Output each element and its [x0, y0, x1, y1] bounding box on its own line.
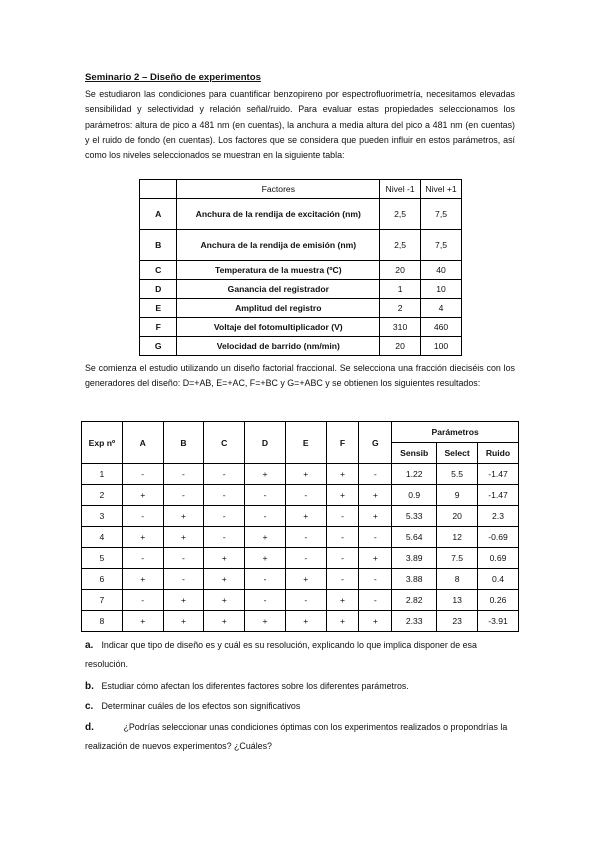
- factor-row: [140, 299, 462, 318]
- factor-sign: +: [245, 611, 286, 632]
- results-row: [82, 506, 519, 527]
- factor-sign: -: [285, 527, 326, 548]
- factor-sign: -: [326, 569, 359, 590]
- factor-sign: +: [359, 506, 392, 527]
- select-value: 9: [437, 485, 478, 506]
- sensib-value: 2.33: [392, 611, 437, 632]
- factor-sign: +: [204, 611, 245, 632]
- design-paragraph: Se comienza el estudio utilizando un diseño factorial fraccional. Se selecciona una fracción dieciséis con los generadores del diseño: D=+AB, E=+AC, F=+BC y G=+ABC y se obtienen los siguientes resultados:: [85, 363, 515, 389]
- factor-sign: +: [326, 485, 359, 506]
- question-text: Estudiar cómo afectan los diferentes factores sobre los diferentes parámetros.: [101, 681, 409, 691]
- question-letter: c.: [85, 701, 94, 712]
- factor-level-high: 460: [421, 318, 462, 337]
- results-table: [81, 421, 519, 632]
- factor-sign: +: [122, 569, 163, 590]
- factor-name: Voltaje del fotomultiplicador (V): [177, 318, 380, 337]
- factor-sign: -: [204, 464, 245, 485]
- results-row: [82, 527, 519, 548]
- factor-letter: C: [140, 261, 177, 280]
- exp-number: 7: [82, 590, 123, 611]
- level-low-header: Nivel -1: [380, 180, 421, 199]
- factor-sign: +: [163, 506, 204, 527]
- factor-header-c: C: [204, 422, 245, 464]
- factor-sign: -: [326, 527, 359, 548]
- factor-sign: -: [359, 464, 392, 485]
- ruido-value: -1.47: [478, 485, 519, 506]
- factor-sign: -: [204, 485, 245, 506]
- factor-sign: +: [326, 611, 359, 632]
- ruido-value: 0.69: [478, 548, 519, 569]
- exp-number: 8: [82, 611, 123, 632]
- factor-level-high: 100: [421, 337, 462, 356]
- factor-sign: +: [245, 548, 286, 569]
- factor-sign: -: [163, 548, 204, 569]
- level-high-header: Nivel +1: [421, 180, 462, 199]
- question-letter: a.: [85, 640, 94, 651]
- factor-sign: -: [122, 506, 163, 527]
- factor-sign: +: [326, 464, 359, 485]
- sensib-value: 5.64: [392, 527, 437, 548]
- factor-sign: +: [359, 485, 392, 506]
- factor-level-low: 20: [380, 337, 421, 356]
- results-row: [82, 611, 519, 632]
- factor-name: Velocidad de barrido (nm/min): [177, 337, 380, 356]
- factor-level-high: 7,5: [421, 199, 462, 230]
- factor-sign: +: [163, 611, 204, 632]
- factor-sign: +: [122, 485, 163, 506]
- factor-row: [140, 199, 462, 230]
- factor-sign: -: [326, 548, 359, 569]
- factor-header-g: G: [359, 422, 392, 464]
- factor-sign: +: [285, 569, 326, 590]
- document-page: [85, 72, 515, 751]
- select-value: 8: [437, 569, 478, 590]
- factors-header-blank: [140, 180, 177, 199]
- factor-sign: -: [122, 548, 163, 569]
- factor-sign: +: [359, 611, 392, 632]
- factor-sign: +: [204, 590, 245, 611]
- exp-header: Exp nº: [82, 422, 123, 464]
- factor-header-e: E: [285, 422, 326, 464]
- factor-sign: +: [245, 464, 286, 485]
- question-text: ¿Podrías seleccionar unas condiciones óptimas con los experimentos realizados o propondrías la realización de nuevos experimentos? ¿Cuáles?: [85, 722, 508, 751]
- question-c: [85, 697, 515, 716]
- factor-header-a: A: [122, 422, 163, 464]
- factor-letter: E: [140, 299, 177, 318]
- factor-row: [140, 337, 462, 356]
- ruido-value: 0.4: [478, 569, 519, 590]
- factor-sign: +: [285, 506, 326, 527]
- factor-row: [140, 318, 462, 337]
- factor-level-low: 2,5: [380, 230, 421, 261]
- sensib-value: 1.22: [392, 464, 437, 485]
- question-letter: d.: [85, 722, 94, 733]
- exp-number: 1: [82, 464, 123, 485]
- question-text: Indicar que tipo de diseño es y cuál es su resolución, explicando lo que implica disponer de esa resolución.: [85, 640, 477, 669]
- results-row: [82, 464, 519, 485]
- factor-level-high: 40: [421, 261, 462, 280]
- factor-name: Ganancia del registrador: [177, 280, 380, 299]
- factor-sign: +: [163, 590, 204, 611]
- ruido-value: -3.91: [478, 611, 519, 632]
- exp-number: 3: [82, 506, 123, 527]
- ruido-value: -0.69: [478, 527, 519, 548]
- question-d: [85, 718, 515, 756]
- factor-sign: +: [163, 527, 204, 548]
- factor-sign: -: [359, 527, 392, 548]
- question-b: [85, 677, 515, 696]
- factor-sign: -: [204, 506, 245, 527]
- factor-sign: -: [163, 485, 204, 506]
- ruido-value: 0.26: [478, 590, 519, 611]
- factors-header-row: [140, 180, 462, 199]
- factor-sign: -: [122, 590, 163, 611]
- factor-sign: +: [245, 527, 286, 548]
- sensib-value: 5.33: [392, 506, 437, 527]
- factor-sign: +: [359, 548, 392, 569]
- factor-header-f: F: [326, 422, 359, 464]
- factor-letter: B: [140, 230, 177, 261]
- factor-sign: -: [285, 548, 326, 569]
- factor-sign: -: [359, 569, 392, 590]
- factor-name: Anchura de la rendija de emisión (nm): [177, 230, 380, 261]
- factor-letter: F: [140, 318, 177, 337]
- factor-sign: +: [122, 611, 163, 632]
- factor-name: Temperatura de la muestra (ºC): [177, 261, 380, 280]
- factor-sign: -: [163, 464, 204, 485]
- factor-letter: G: [140, 337, 177, 356]
- select-value: 20: [437, 506, 478, 527]
- select-header: Select: [437, 443, 478, 464]
- intro-paragraph: Se estudiaron las condiciones para cuantificar benzopireno por espectrofluorimetría, necesitamos elevadas sensibilidad y selectividad y relación señal/ruido. Para evaluar estas propiedades seleccionamos los parámetros: altura de pico a 481 nm (en cuentas), la anchura a media altura del pico a 481 nm (en cuentas) y el ruido de fondo (en cuentas). Los factores que se considera que pueden influir en estos parámetros, así como los niveles seleccionados se muestran en la siguiente tabla:: [85, 89, 515, 161]
- factor-level-high: 4: [421, 299, 462, 318]
- factor-level-low: 1: [380, 280, 421, 299]
- factor-sign: -: [163, 569, 204, 590]
- factor-sign: +: [204, 569, 245, 590]
- exp-number: 2: [82, 485, 123, 506]
- factor-name: Amplitud del registro: [177, 299, 380, 318]
- factors-table: [139, 179, 462, 356]
- factor-level-low: 2: [380, 299, 421, 318]
- question-a: [85, 636, 515, 674]
- factor-sign: -: [245, 506, 286, 527]
- results-row: [82, 569, 519, 590]
- exp-number: 4: [82, 527, 123, 548]
- factors-header: Factores: [177, 180, 380, 199]
- results-header-row-1: [82, 422, 519, 443]
- question-text: Determinar cuáles de los efectos son significativos: [101, 701, 301, 711]
- factor-row: [140, 261, 462, 280]
- factor-level-high: 7,5: [421, 230, 462, 261]
- sensib-value: 3.88: [392, 569, 437, 590]
- sensib-value: 2.82: [392, 590, 437, 611]
- factor-sign: -: [245, 590, 286, 611]
- factor-sign: -: [285, 485, 326, 506]
- factor-letter: A: [140, 199, 177, 230]
- factor-sign: -: [245, 569, 286, 590]
- factor-sign: -: [326, 506, 359, 527]
- select-value: 13: [437, 590, 478, 611]
- sensib-value: 3.89: [392, 548, 437, 569]
- factor-letter: D: [140, 280, 177, 299]
- factor-sign: +: [285, 611, 326, 632]
- factor-sign: +: [204, 548, 245, 569]
- factor-level-low: 2,5: [380, 199, 421, 230]
- factor-level-low: 310: [380, 318, 421, 337]
- factor-header-b: B: [163, 422, 204, 464]
- factor-sign: +: [122, 527, 163, 548]
- factor-sign: -: [122, 464, 163, 485]
- exp-number: 6: [82, 569, 123, 590]
- ruido-header: Ruido: [478, 443, 519, 464]
- document-title: Seminario 2 – Diseño de experimentos: [85, 72, 261, 83]
- factor-row: [140, 230, 462, 261]
- select-value: 12: [437, 527, 478, 548]
- factor-level-low: 20: [380, 261, 421, 280]
- ruido-value: -1.47: [478, 464, 519, 485]
- parameters-header: Parámetros: [392, 422, 519, 443]
- exp-number: 5: [82, 548, 123, 569]
- sensib-header: Sensib: [392, 443, 437, 464]
- factor-name: Anchura de la rendija de excitación (nm): [177, 199, 380, 230]
- select-value: 7.5: [437, 548, 478, 569]
- results-row: [82, 548, 519, 569]
- select-value: 5.5: [437, 464, 478, 485]
- factor-header-d: D: [245, 422, 286, 464]
- question-letter: b.: [85, 681, 94, 692]
- select-value: 23: [437, 611, 478, 632]
- sensib-value: 0.9: [392, 485, 437, 506]
- factor-row: [140, 280, 462, 299]
- factor-level-high: 10: [421, 280, 462, 299]
- results-row: [82, 590, 519, 611]
- factor-sign: -: [285, 590, 326, 611]
- factor-sign: -: [204, 527, 245, 548]
- results-row: [82, 485, 519, 506]
- factor-sign: -: [359, 590, 392, 611]
- factor-sign: +: [326, 590, 359, 611]
- ruido-value: 2.3: [478, 506, 519, 527]
- factor-sign: -: [245, 485, 286, 506]
- factor-sign: +: [285, 464, 326, 485]
